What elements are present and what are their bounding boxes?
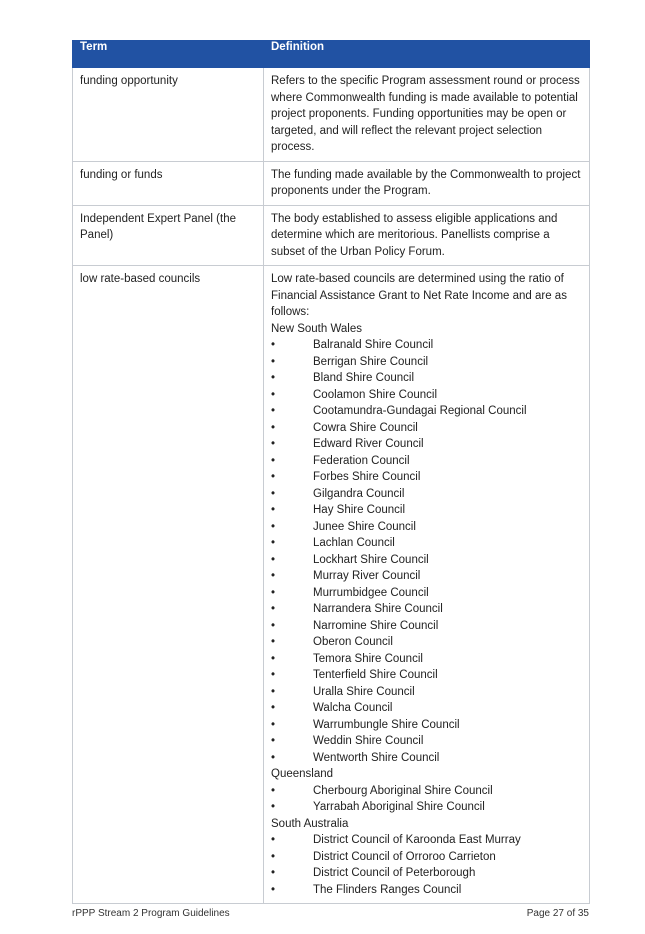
bullet-icon: •	[271, 801, 276, 813]
council-name: Gilgandra Council	[313, 487, 405, 500]
council-name: Wentworth Shire Council	[313, 751, 440, 764]
state-label-qld: Queensland	[271, 768, 334, 780]
bullet-icon: •	[271, 570, 276, 582]
header-definition: Definition	[264, 41, 590, 68]
council-list-item	[271, 634, 582, 651]
council-name: Temora Shire Council	[313, 652, 423, 665]
table-row	[73, 161, 590, 205]
bullet-icon: •	[271, 883, 276, 896]
bullet-icon: •	[271, 504, 276, 516]
definition-cell	[264, 266, 590, 904]
council-name: Balranald Shire Council	[313, 339, 434, 351]
council-name: Warrumbungle Shire Council	[313, 718, 460, 731]
council-list-item	[271, 799, 582, 816]
council-list-item	[271, 370, 582, 387]
council-list-item	[271, 684, 582, 701]
council-name: Berrigan Shire Council	[313, 355, 429, 368]
council-list-item	[271, 403, 582, 420]
bullet-icon: •	[271, 553, 276, 566]
council-list-item	[271, 337, 582, 354]
bullet-icon: •	[271, 520, 276, 533]
bullet-icon: •	[271, 537, 276, 549]
state-label-sa: South Australia	[271, 817, 349, 830]
council-name: Federation Council	[313, 454, 410, 467]
council-name: Yarrabah Aboriginal Shire Council	[313, 801, 485, 813]
council-list-item	[271, 519, 582, 536]
council-list-item	[271, 420, 582, 437]
bullet-icon: •	[271, 487, 276, 500]
council-list-item	[271, 832, 582, 849]
council-list-item	[271, 717, 582, 734]
council-name: Hay Shire Council	[313, 504, 406, 516]
term-cell: funding or funds	[73, 161, 264, 205]
council-list-item	[271, 700, 582, 717]
council-name: Narromine Shire Council	[313, 619, 439, 632]
council-name: District Council of Orroroo Carrieton	[313, 850, 496, 863]
bullet-icon: •	[271, 454, 276, 467]
term-cell: funding opportunity	[73, 68, 264, 162]
bullet-icon: •	[271, 718, 276, 731]
council-name: Weddin Shire Council	[313, 735, 424, 747]
table-header-row	[73, 41, 590, 68]
footer-page-number: Page 27 of 35	[526, 908, 589, 919]
council-list-item	[271, 552, 582, 569]
bullet-icon: •	[271, 619, 276, 632]
bullet-icon: •	[271, 372, 276, 384]
bullet-icon: •	[271, 652, 276, 665]
definition-cell: The funding made available by the Commonwealth to project proponents under the Program.	[264, 161, 590, 205]
table-row	[73, 266, 590, 904]
council-list-item	[271, 354, 582, 371]
council-list-item	[271, 453, 582, 470]
council-list-item	[271, 618, 582, 635]
council-list-item	[271, 750, 582, 767]
bullet-icon: •	[271, 702, 276, 714]
definition-cell: Refers to the specific Program assessment round or process where Commonwealth funding is made available to potential project proponents. Funding opportunities may be open or targeted, and will reflect the relevant project selection process.	[264, 68, 590, 162]
bullet-icon: •	[271, 586, 276, 599]
council-name: Forbes Shire Council	[313, 471, 421, 483]
council-list-item	[271, 733, 582, 750]
council-list-item	[271, 486, 582, 503]
bullet-icon: •	[271, 669, 276, 681]
council-name: Edward River Council	[313, 438, 424, 450]
council-name: Lachlan Council	[313, 537, 395, 549]
term-cell: Independent Expert Panel (the Panel)	[73, 205, 264, 266]
bullet-icon: •	[271, 685, 276, 698]
council-list-item	[271, 783, 582, 800]
council-name: Uralla Shire Council	[313, 685, 415, 698]
council-name: District Council of Karoonda East Murray	[313, 834, 521, 846]
header-term: Term	[73, 41, 264, 68]
term-cell: low rate-based councils	[73, 266, 264, 904]
council-list-item	[271, 849, 582, 866]
bullet-icon: •	[271, 388, 276, 401]
council-name: Narrandera Shire Council	[313, 603, 443, 615]
bullet-icon: •	[271, 735, 276, 747]
council-list-item	[271, 502, 582, 519]
bullet-icon: •	[271, 636, 276, 648]
definition-cell: The body established to assess eligible applications and determine which are meritorious. Panellists comprise a subset of the Urban Policy Forum.	[264, 205, 590, 266]
council-list-item	[271, 865, 582, 882]
bullet-icon: •	[271, 603, 276, 615]
council-list-item	[271, 535, 582, 552]
council-name: Walcha Council	[313, 702, 393, 714]
council-list-item	[271, 469, 582, 486]
council-list-item	[271, 601, 582, 618]
council-name: Lockhart Shire Council	[313, 553, 429, 566]
bullet-icon: •	[271, 438, 276, 450]
council-name: Cootamundra-Gundagai Regional Council	[313, 405, 527, 417]
bullet-icon: •	[271, 834, 276, 846]
bullet-icon: •	[271, 355, 276, 368]
definition-intro: Low rate-based councils are determined using the ratio of Financial Assistance Grant to Net Rate Income and are as follows:	[271, 273, 567, 318]
bullet-icon: •	[271, 339, 276, 351]
council-list-item	[271, 667, 582, 684]
definitions-table-container	[72, 40, 589, 904]
bullet-icon: •	[271, 850, 276, 863]
council-list-item	[271, 651, 582, 668]
council-name: Coolamon Shire Council	[313, 388, 438, 401]
council-name: Cherbourg Aboriginal Shire Council	[313, 784, 493, 797]
council-list-nsw	[271, 337, 582, 766]
bullet-icon: •	[271, 405, 276, 417]
council-list-sa	[271, 832, 582, 898]
council-list-item	[271, 882, 582, 899]
council-list-item	[271, 387, 582, 404]
council-name: Murrumbidgee Council	[313, 586, 429, 599]
definitions-table	[72, 40, 590, 904]
footer-document-title: rPPP Stream 2 Program Guidelines	[72, 908, 230, 919]
table-row	[73, 205, 590, 266]
council-name: District Council of Peterborough	[313, 867, 476, 879]
state-label-nsw: New South Wales	[271, 322, 362, 335]
bullet-icon: •	[271, 751, 276, 764]
bullet-icon: •	[271, 421, 276, 434]
council-list-item	[271, 585, 582, 602]
bullet-icon: •	[271, 784, 276, 797]
council-name: Oberon Council	[313, 636, 393, 648]
council-name: Cowra Shire Council	[313, 421, 418, 434]
council-list-item	[271, 568, 582, 585]
council-name: Bland Shire Council	[313, 372, 415, 384]
council-name: Murray River Council	[313, 570, 421, 582]
bullet-icon: •	[271, 867, 276, 879]
council-name: Tenterfield Shire Council	[313, 669, 438, 681]
bullet-icon: •	[271, 471, 276, 483]
council-list-item	[271, 436, 582, 453]
council-list-qld	[271, 783, 582, 816]
table-row	[73, 68, 590, 162]
council-name: Junee Shire Council	[313, 520, 416, 533]
council-name: The Flinders Ranges Council	[313, 883, 462, 896]
